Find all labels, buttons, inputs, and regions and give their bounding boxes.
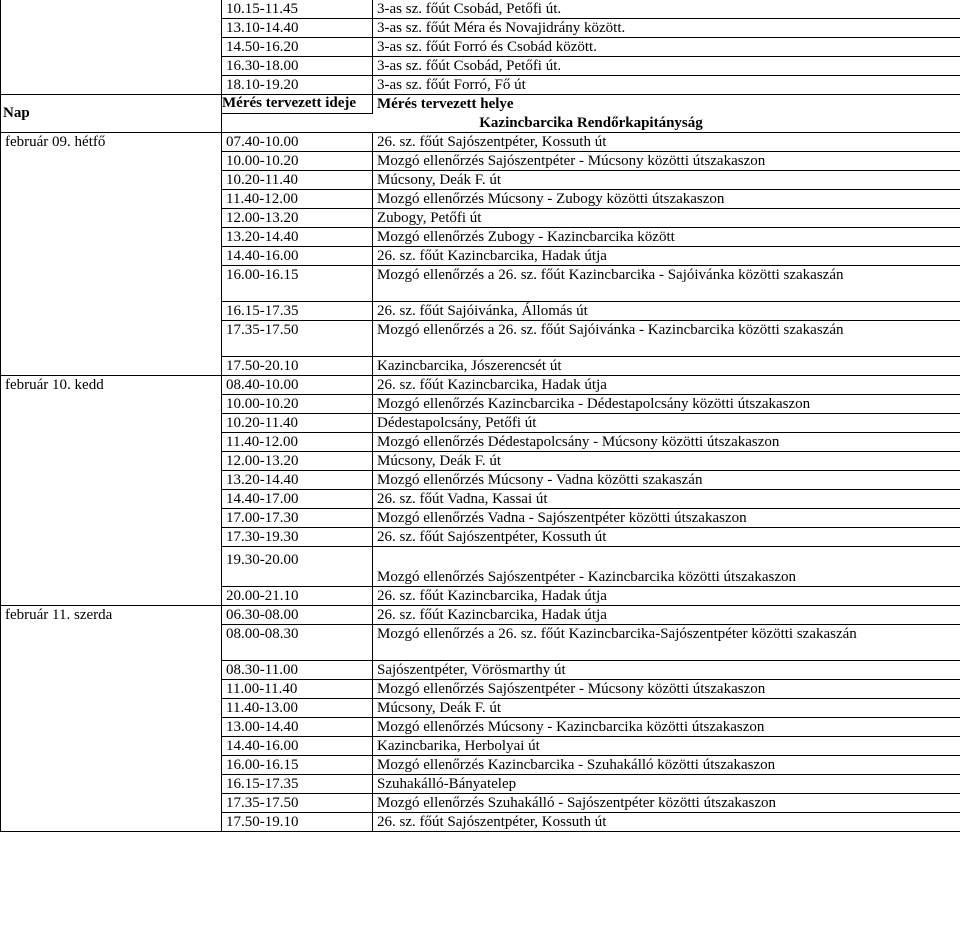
place-cell: Mozgó ellenőrzés Sajószentpéter - Múcsony közötti útszakaszon (373, 151, 960, 170)
day-cell-empty (1, 717, 222, 736)
place-cell: Kazincbarcika, Jószerencsét út (373, 356, 960, 375)
place-cell: Mozgó ellenőrzés Múcsony - Vadna közötti szakaszán (373, 470, 960, 489)
time-cell: 16.00-16.15 (222, 755, 373, 774)
table-row (1, 189, 960, 208)
day-cell-empty (1, 679, 222, 698)
table-row (1, 38, 960, 57)
table-row (1, 301, 960, 320)
place-cell: Mozgó ellenőrzés Múcsony - Kazincbarcika közötti útszakaszon (373, 717, 960, 736)
day-cell-empty (1, 736, 222, 755)
table-row (1, 19, 960, 38)
day-label: február 09. hétfő (1, 132, 222, 151)
day-cell-empty (1, 301, 222, 320)
place-cell: Kazincbarika, Herbolyai út (373, 736, 960, 755)
table-row (1, 413, 960, 432)
table-row (1, 812, 960, 831)
day-cell-empty (1, 793, 222, 812)
time-cell: 14.40-17.00 (222, 489, 373, 508)
place-cell: 26. sz. főút Kazincbarcika, Hadak útja (373, 246, 960, 265)
day-cell-empty (1, 0, 222, 19)
place-cell: Mozgó ellenőrzés Vadna - Sajószentpéter közötti útszakaszon (373, 508, 960, 527)
day-cell-empty (1, 432, 222, 451)
table-row (1, 624, 960, 660)
place-cell: 26. sz. főút Sajószentpéter, Kossuth út (373, 812, 960, 831)
time-cell: 14.40-16.00 (222, 736, 373, 755)
place-cell: 3-as sz. főút Forró és Csobád között. (373, 38, 960, 57)
place-cell: 3-as sz. főút Csobád, Petőfi út. (373, 0, 960, 19)
day-cell-empty (1, 546, 222, 586)
time-cell: 16.15-17.35 (222, 774, 373, 793)
time-cell: 08.00-08.30 (222, 624, 373, 660)
table-row (1, 508, 960, 527)
table-row (1, 679, 960, 698)
time-cell: 17.00-17.30 (222, 508, 373, 527)
table-row (1, 605, 960, 624)
place-cell: Mozgó ellenőrzés a 26. sz. főút Kazincbarcika - Sajóivánka közötti szakaszán (373, 265, 960, 301)
time-cell: 17.50-20.10 (222, 356, 373, 375)
place-cell: 26. sz. főút Vadna, Kassai út (373, 489, 960, 508)
place-cell: 26. sz. főút Kazincbarcika, Hadak útja (373, 375, 960, 394)
day-cell-empty (1, 660, 222, 679)
table-header (1, 95, 960, 133)
header-place: Mérés tervezett helye (373, 95, 960, 114)
time-cell: 10.20-11.40 (222, 170, 373, 189)
table-row (1, 660, 960, 679)
day-cell-empty (1, 527, 222, 546)
table-row (1, 774, 960, 793)
time-cell: 16.30-18.00 (222, 57, 373, 76)
day-cell-empty (1, 151, 222, 170)
place-cell: Múcsony, Deák F. út (373, 698, 960, 717)
time-cell: 07.40-10.00 (222, 132, 373, 151)
table-row (1, 546, 960, 586)
time-cell: 13.20-14.40 (222, 470, 373, 489)
table-row (1, 736, 960, 755)
table-row (1, 527, 960, 546)
time-cell: 14.50-16.20 (222, 38, 373, 57)
day-cell-empty (1, 19, 222, 38)
table-row (1, 208, 960, 227)
place-cell: Mozgó ellenőrzés Szuhakálló - Sajószentpéter közötti útszakaszon (373, 793, 960, 812)
place-cell: Mozgó ellenőrzés Dédestapolcsány - Múcsony közötti útszakaszon (373, 432, 960, 451)
time-cell: 11.40-12.00 (222, 189, 373, 208)
header-day: Nap (1, 95, 222, 133)
place-cell: Mozgó ellenőrzés a 26. sz. főút Kazincbarcika-Sajószentpéter közötti szakaszán (373, 624, 960, 660)
time-cell: 08.30-11.00 (222, 660, 373, 679)
table-row (1, 76, 960, 95)
day-cell-empty (1, 38, 222, 57)
place-cell: Mozgó ellenőrzés Kazincbarcika - Dédestapolcsány közötti útszakaszon (373, 394, 960, 413)
day-cell-empty (1, 189, 222, 208)
table-row (1, 586, 960, 605)
table-row (1, 57, 960, 76)
department-title: Kazincbarcika Rendőrkapitányság (222, 113, 960, 132)
place-cell: 26. sz. főút Sajószentpéter, Kossuth út (373, 527, 960, 546)
schedule-body (1, 132, 960, 831)
day-cell-empty (1, 624, 222, 660)
time-cell: 17.35-17.50 (222, 320, 373, 356)
table-row (1, 394, 960, 413)
place-cell: Mozgó ellenőrzés Múcsony - Zubogy közötti útszakaszon (373, 189, 960, 208)
day-cell-empty (1, 320, 222, 356)
leading-rows (1, 0, 960, 95)
time-cell: 13.20-14.40 (222, 227, 373, 246)
table-row (1, 170, 960, 189)
place-cell: Szuhakálló-Bányatelep (373, 774, 960, 793)
place-cell: 3-as sz. főút Méra és Novajidrány között. (373, 19, 960, 38)
time-cell: 20.00-21.10 (222, 586, 373, 605)
table-row (1, 793, 960, 812)
time-cell: 17.35-17.50 (222, 793, 373, 812)
table-row (1, 151, 960, 170)
table-row (1, 375, 960, 394)
day-cell-empty (1, 57, 222, 76)
place-cell: Zubogy, Petőfi út (373, 208, 960, 227)
day-cell-empty (1, 774, 222, 793)
place-cell: Mozgó ellenőrzés Sajószentpéter - Kazincbarcika közötti útszakaszon (373, 546, 960, 586)
day-cell-empty (1, 586, 222, 605)
day-cell-empty (1, 208, 222, 227)
table-row (1, 132, 960, 151)
time-cell: 13.00-14.40 (222, 717, 373, 736)
place-cell: 3-as sz. főút Forró, Fő út (373, 76, 960, 95)
day-cell-empty (1, 227, 222, 246)
day-cell-empty (1, 812, 222, 831)
day-cell-empty (1, 413, 222, 432)
place-cell: 26. sz. főút Sajószentpéter, Kossuth út (373, 132, 960, 151)
day-cell-empty (1, 170, 222, 189)
day-cell-empty (1, 356, 222, 375)
table-row (1, 265, 960, 301)
day-cell-empty (1, 394, 222, 413)
table-row (1, 755, 960, 774)
place-cell: 26. sz. főút Kazincbarcika, Hadak útja (373, 586, 960, 605)
place-cell: 26. sz. főút Sajóivánka, Állomás út (373, 301, 960, 320)
day-cell-empty (1, 698, 222, 717)
place-cell: Múcsony, Deák F. út (373, 170, 960, 189)
table-row (1, 432, 960, 451)
day-cell-empty (1, 246, 222, 265)
place-cell: Mozgó ellenőrzés Sajószentpéter - Múcsony közötti útszakaszon (373, 679, 960, 698)
time-cell: 12.00-13.20 (222, 208, 373, 227)
time-cell: 16.15-17.35 (222, 301, 373, 320)
day-label: február 11. szerda (1, 605, 222, 624)
time-cell: 10.15-11.45 (222, 0, 373, 19)
time-cell: 13.10-14.40 (222, 19, 373, 38)
table-row (1, 717, 960, 736)
table-row (1, 356, 960, 375)
time-cell: 11.00-11.40 (222, 679, 373, 698)
table-row (1, 227, 960, 246)
place-cell: Mozgó ellenőrzés Kazincbarcika - Szuhakálló közötti útszakaszon (373, 755, 960, 774)
table-row (1, 470, 960, 489)
day-cell-empty (1, 755, 222, 774)
time-cell: 14.40-16.00 (222, 246, 373, 265)
table-row (1, 451, 960, 470)
day-cell-empty (1, 508, 222, 527)
time-cell: 12.00-13.20 (222, 451, 373, 470)
place-cell: Mozgó ellenőrzés Zubogy - Kazincbarcika között (373, 227, 960, 246)
day-cell-empty (1, 76, 222, 95)
place-cell: Sajószentpéter, Vörösmarthy út (373, 660, 960, 679)
table-row (1, 489, 960, 508)
day-cell-empty (1, 470, 222, 489)
day-cell-empty (1, 489, 222, 508)
place-cell: Dédestapolcsány, Petőfi út (373, 413, 960, 432)
place-cell: 3-as sz. főút Csobád, Petőfi út. (373, 57, 960, 76)
day-label: február 10. kedd (1, 375, 222, 394)
time-cell: 17.50-19.10 (222, 812, 373, 831)
time-cell: 10.20-11.40 (222, 413, 373, 432)
place-cell: Mozgó ellenőrzés a 26. sz. főút Sajóivánka - Kazincbarcika közötti szakaszán (373, 320, 960, 356)
table-row (1, 320, 960, 356)
time-cell: 18.10-19.20 (222, 76, 373, 95)
time-cell: 10.00-10.20 (222, 151, 373, 170)
time-cell: 11.40-12.00 (222, 432, 373, 451)
day-cell-empty (1, 265, 222, 301)
header-time: Mérés tervezett ideje (222, 95, 373, 114)
time-cell: 16.00-16.15 (222, 265, 373, 301)
time-cell: 06.30-08.00 (222, 605, 373, 624)
time-cell: 11.40-13.00 (222, 698, 373, 717)
table-row (1, 0, 960, 19)
place-cell: 26. sz. főút Kazincbarcika, Hadak útja (373, 605, 960, 624)
time-cell: 19.30-20.00 (222, 546, 373, 586)
time-cell: 08.40-10.00 (222, 375, 373, 394)
table-row (1, 246, 960, 265)
place-cell: Múcsony, Deák F. út (373, 451, 960, 470)
table-row (1, 698, 960, 717)
time-cell: 17.30-19.30 (222, 527, 373, 546)
time-cell: 10.00-10.20 (222, 394, 373, 413)
day-cell-empty (1, 451, 222, 470)
